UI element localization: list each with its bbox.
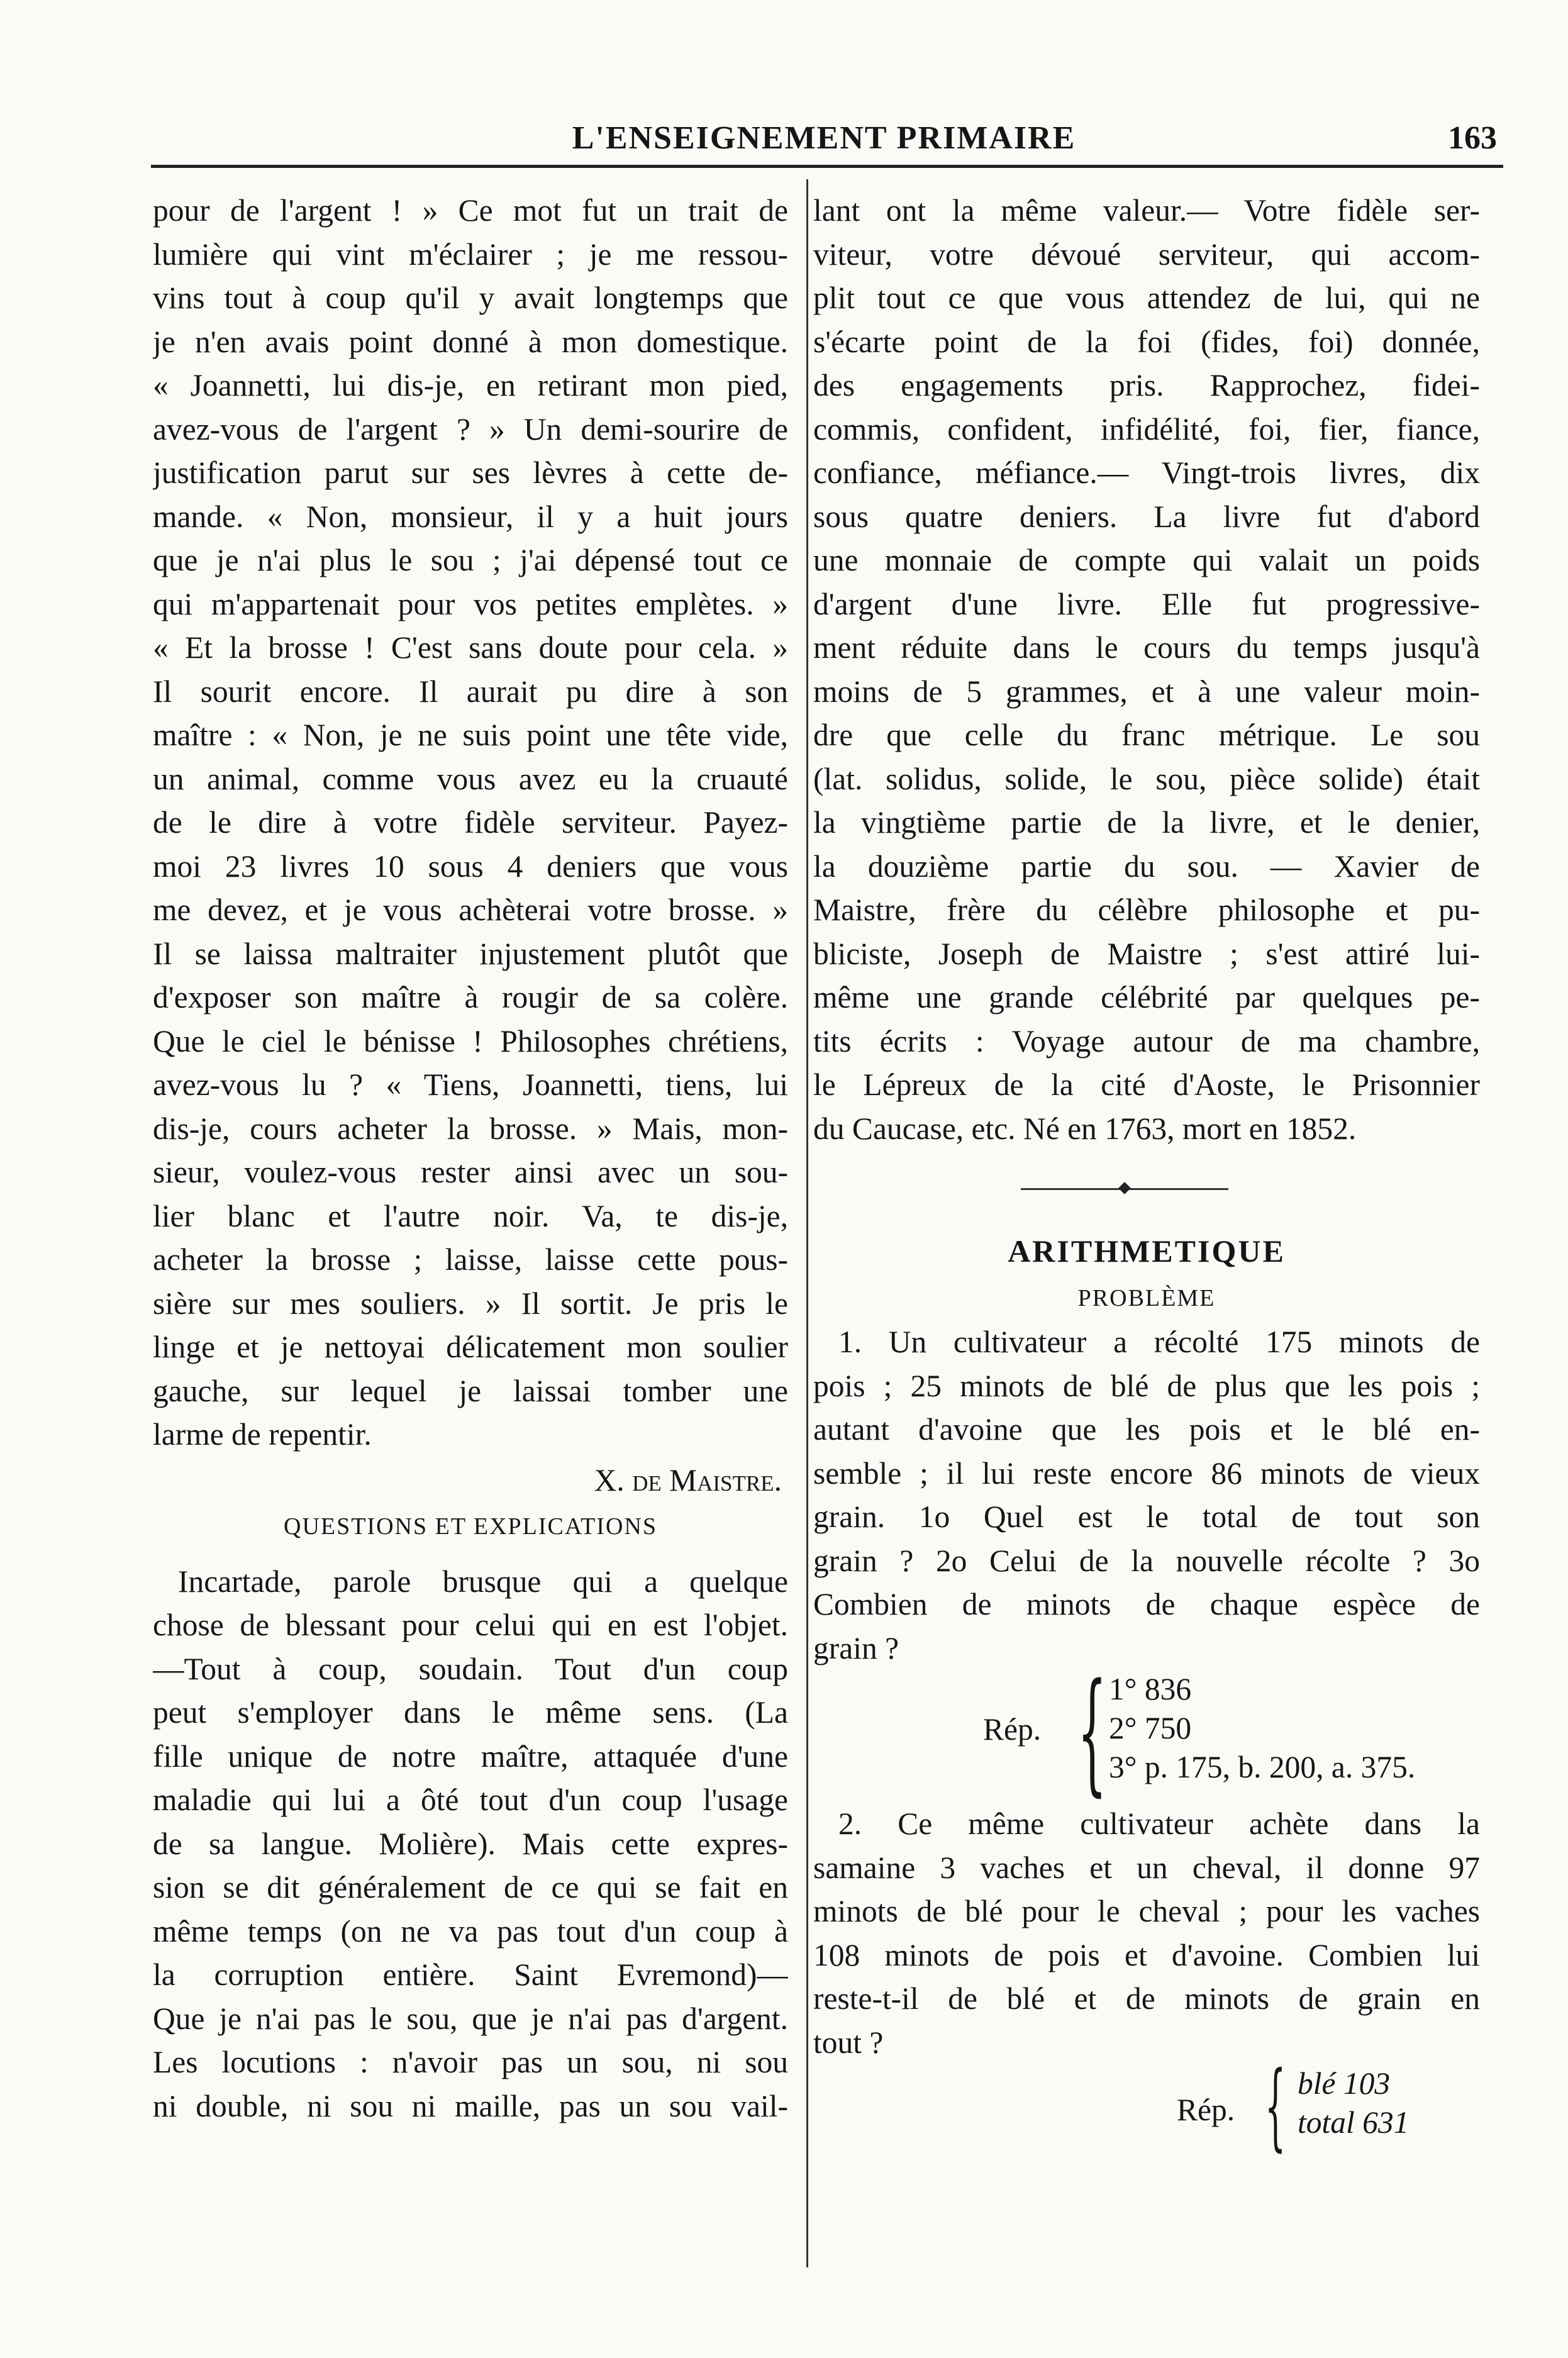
text-line: la vingtième partie de la livre, et le denier,	[813, 805, 1480, 840]
questions-heading: QUESTIONS ET EXPLICATIONS	[284, 1513, 657, 1540]
text-line: grain. 1o Quel est le total de tout son	[813, 1499, 1480, 1534]
text-line: mande. « Non, monsieur, il y a huit jours	[153, 499, 788, 534]
text-line: sieur, voulez-vous rester ainsi avec un sou-	[153, 1155, 788, 1189]
answer-1-label: Rép.	[983, 1712, 1042, 1747]
text-line: un animal, comme vous avez eu la cruauté	[153, 761, 788, 796]
text-line: minots de blé pour le cheval ; pour les vaches	[813, 1894, 1480, 1928]
text-line: du Caucase, etc. Né en 1763, mort en 1852.	[813, 1111, 1357, 1146]
text-line: justification parut sur ses lèvres à cette de-	[153, 455, 788, 490]
text-line: Que le ciel le bénisse ! Philosophes chrétiens,	[153, 1023, 788, 1059]
text-line: de sa langue. Molière). Mais cette expres-	[153, 1826, 788, 1861]
text-line: dre que celle du franc métrique. Le sou	[813, 718, 1480, 752]
explanations-text	[153, 1560, 788, 2128]
text-line: fille unique de notre maître, attaquée d'une	[153, 1738, 788, 1774]
text-line: tout ?	[813, 2025, 884, 2060]
answer-2	[813, 2052, 1480, 2161]
text-line: une monnaie de compte qui valait un poids	[813, 543, 1480, 577]
answer-1	[813, 1655, 1480, 1809]
text-line: autant d'avoine que les pois et le blé en-	[813, 1412, 1480, 1447]
text-line: 108 minots de pois et d'avoine. Combien lui	[813, 1937, 1480, 1972]
answer-item: total 631	[1298, 2105, 1410, 2140]
text-line: sière sur mes souliers. » Il sortit. Je pris le	[153, 1286, 788, 1321]
text-line: lant ont la même valeur.— Votre fidèle ser-	[813, 193, 1480, 228]
text-line: Combien de minots de chaque espèce de	[813, 1587, 1480, 1621]
text-line: me devez, et je vous achèterai votre brosse. »	[153, 893, 788, 927]
arithmetic-title: ARITHMETIQUE	[1008, 1233, 1286, 1269]
text-line: Il sourit encore. Il aurait pu dire à son	[153, 674, 788, 709]
text-line: confiance, méfiance.— Vingt-trois livres, dix	[813, 455, 1480, 490]
text-line: tits écrits : Voyage autour de ma chambre,	[813, 1023, 1480, 1059]
text-line: semble ; il lui reste encore 86 minots de vieux	[813, 1455, 1480, 1491]
text-line: sous quatre deniers. La livre fut d'abord	[813, 499, 1480, 534]
text-line: lier blanc et l'autre noir. Va, te dis-je,	[153, 1198, 788, 1233]
page-number: 163	[1448, 120, 1497, 156]
text-line: gauche, sur lequel je laissai tomber une	[153, 1373, 788, 1408]
text-line: même temps (on ne va pas tout d'un coup à	[153, 1913, 788, 1949]
brace-icon: {	[1077, 1655, 1107, 1809]
answer-item: 2° 750	[1109, 1711, 1192, 1745]
answer-item: blé 103	[1298, 2066, 1391, 2101]
story-text	[153, 189, 788, 1457]
section-ornament	[813, 1150, 1480, 1226]
text-line: « Et la brosse ! C'est sans doute pour cela. »	[153, 630, 788, 665]
text-line: qui m'appartenait pour vos petites emplètes. »	[153, 586, 788, 621]
answer-item: 1° 836	[1109, 1672, 1192, 1706]
running-title: L'ENSEIGNEMENT PRIMAIRE	[572, 120, 1076, 156]
text-line: —Tout à coup, soudain. Tout d'un coup	[153, 1651, 788, 1686]
text-line: acheter la brosse ; laisse, laisse cette pous-	[153, 1242, 788, 1277]
text-line: avez-vous lu ? « Tiens, Joannetti, tiens, lui	[153, 1067, 788, 1102]
text-line: samaine 3 vaches et un cheval, il donne 97	[813, 1850, 1480, 1885]
brace-icon: {	[1265, 2052, 1286, 2161]
answer-2-label: Rép.	[1177, 2093, 1235, 2127]
problem-2-text	[813, 1802, 1480, 2064]
text-line: que je n'ai plus le sou ; j'ai dépensé tout ce	[153, 543, 788, 577]
text-line: pour de l'argent ! » Ce mot fut un trait de	[153, 193, 788, 228]
header-rule	[151, 165, 1503, 168]
text-line: je n'en avais point donné à mon domestique.	[153, 324, 788, 359]
text-line: d'argent d'une livre. Elle fut progressive-	[813, 586, 1480, 621]
text-line: bliciste, Joseph de Maistre ; s'est attiré lui-	[813, 936, 1480, 971]
left-column	[153, 189, 788, 2128]
text-line: sion se dit généralement de ce qui se fait en	[153, 1870, 788, 1905]
text-line: de le dire à votre fidèle serviteur. Payez-	[153, 805, 788, 840]
text-line: la corruption entière. Saint Evremond)—	[153, 1957, 788, 1992]
answer-2-items	[1298, 2064, 1409, 2142]
text-line: vins tout à coup qu'il y avait longtemps que	[153, 281, 788, 315]
text-line: chose de blessant pour celui qui en est l'objet.	[153, 1608, 788, 1642]
text-line: viteur, votre dévoué serviteur, qui accom-	[813, 236, 1480, 272]
text-line: « Joannetti, lui dis-je, en retirant mon pied,	[153, 368, 788, 403]
text-line: peut s'employer dans le même sens. (La	[153, 1695, 788, 1730]
text-line: reste-t-il de blé et de minots de grain en	[813, 1981, 1480, 2016]
column-divider	[806, 179, 808, 2267]
text-line: ni double, ni sou ni maille, pas un sou vail-	[153, 2088, 788, 2123]
text-line: d'exposer son maître à rougir de sa colère.	[153, 980, 788, 1015]
text-line: Incartade, parole brusque qui a quelque	[178, 1564, 788, 1599]
ornament-diamond	[1118, 1182, 1131, 1194]
spacer	[153, 1549, 788, 1560]
text-line: Que je n'ai pas le sou, que je n'ai pas d'argent.	[153, 2001, 788, 2036]
text-line: la douzième partie du sou. — Xavier de	[813, 848, 1480, 884]
text-line: (lat. solidus, solide, le sou, pièce solide) était	[813, 761, 1480, 796]
text-line: 2. Ce même cultivateur achète dans la	[838, 1806, 1480, 1841]
right-column	[813, 189, 1480, 2159]
text-line: même une grande célébrité par quelques pe-	[813, 980, 1480, 1015]
text-line: Maistre, frère du célèbre philosophe et pu-	[813, 893, 1480, 927]
text-line: commis, confident, infidélité, foi, fier, fiance,	[813, 411, 1480, 447]
text-line: dis-je, cours acheter la brosse. » Mais, mon-	[153, 1111, 788, 1146]
problem-1-text	[813, 1320, 1480, 1670]
notes-text	[813, 189, 1480, 1150]
text-line: 1. Un cultivateur a récolté 175 minots de	[838, 1325, 1480, 1359]
answer-1-items	[1109, 1670, 1415, 1787]
text-line: Les locutions : n'avoir pas un sou, ni sou	[153, 2045, 788, 2079]
text-line: s'écarte point de la foi (fides, foi) donnée,	[813, 324, 1480, 359]
text-line: maître : « Non, je ne suis point une tête vide,	[153, 718, 788, 752]
text-line: grain ? 2o Celui de la nouvelle récolte ? 3o	[813, 1543, 1480, 1578]
text-line: ment réduite dans le cours du temps jusqu'à	[813, 630, 1480, 665]
text-line: avez-vous de l'argent ? » Un demi-sourire de	[153, 411, 788, 447]
problem-heading: PROBLÈME	[1077, 1285, 1216, 1311]
text-line: Il se laissa maltraiter injustement plutôt que	[153, 936, 788, 971]
text-line: moi 23 livres 10 sous 4 deniers que vous	[153, 848, 788, 884]
page-header	[151, 120, 1497, 170]
text-line: le Lépreux de la cité d'Aoste, le Prisonnier	[813, 1067, 1480, 1102]
text-line: grain ?	[813, 1630, 899, 1666]
text-line: larme de repentir.	[153, 1417, 372, 1452]
text-line: linge et je nettoyai délicatement mon soulier	[153, 1330, 788, 1364]
text-line: des engagements pris. Rapprochez, fidei-	[813, 368, 1480, 403]
author-signature: X. de Maistre.	[594, 1462, 782, 1498]
answer-item: 3° p. 175, b. 200, a. 375.	[1109, 1750, 1416, 1784]
text-line: plit tout ce que vous attendez de lui, qui ne	[813, 281, 1480, 315]
text-line: pois ; 25 minots de blé de plus que les pois ;	[813, 1368, 1480, 1403]
text-line: lumière qui vint m'éclairer ; je me ressou-	[153, 236, 788, 272]
text-line: moins de 5 grammes, et à une valeur moin-	[813, 674, 1480, 709]
text-line: maladie qui lui a ôté tout d'un coup l'usage	[153, 1782, 788, 1817]
